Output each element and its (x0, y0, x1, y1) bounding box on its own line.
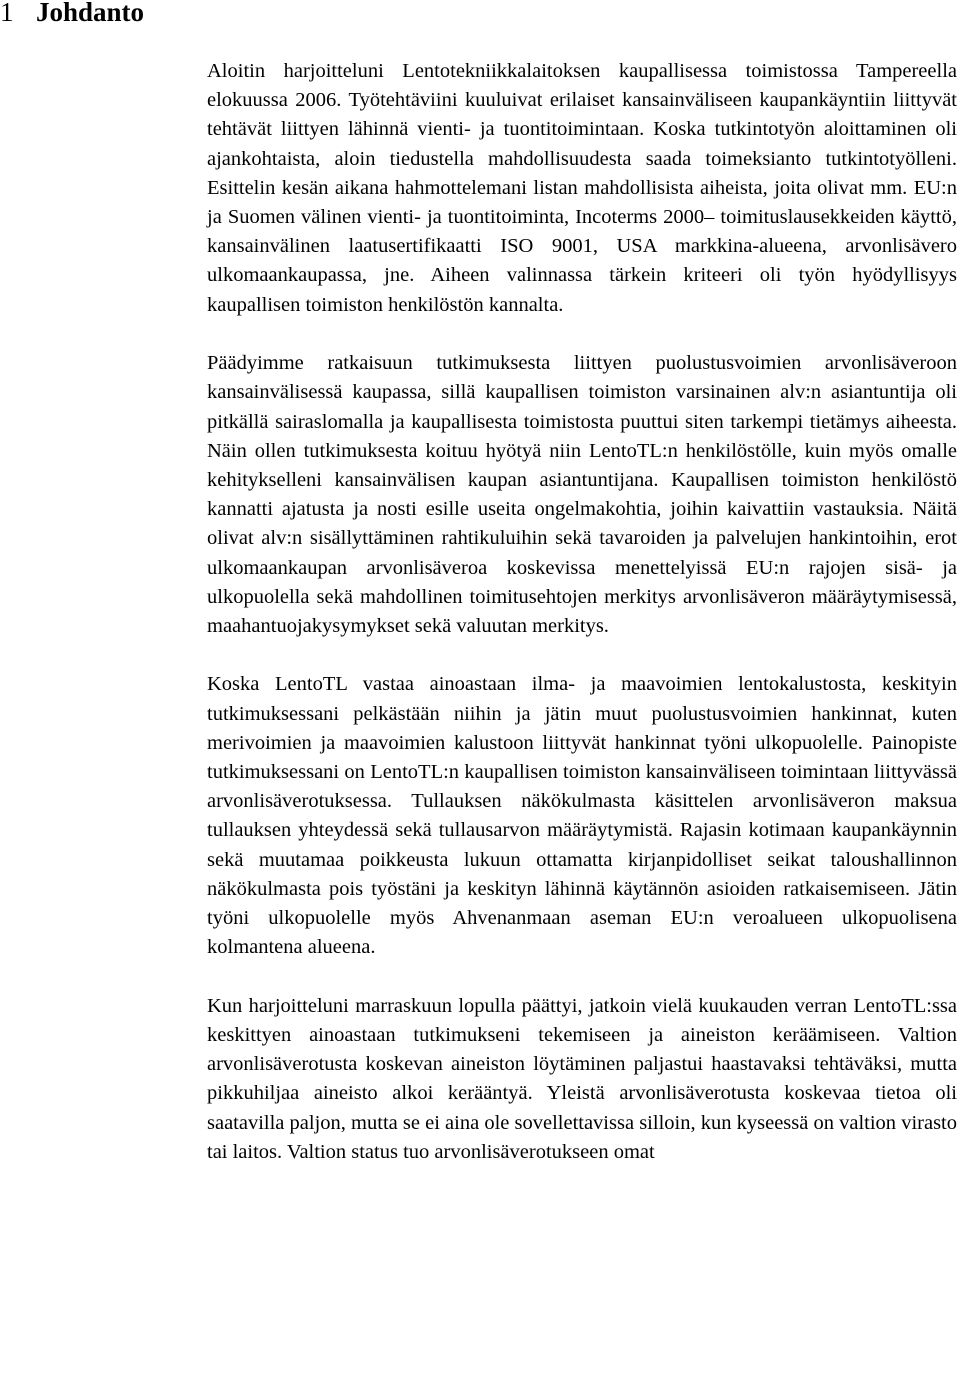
chapter-body (207, 57, 957, 1167)
paragraph-4: Kun harjoitteluni marraskuun lopulla päättyi, jatkoin vielä kuukauden verran LentoTL:ssa keskittyen ainoastaan tutkimukseni tekemiseen ja aineiston keräämiseen. Valtion arvonlisäverotusta koskevan aineiston löytäminen paljastui haastavaksi tehtäväksi, mutta pikkuhiljaa aineisto alkoi kerääntyä. Yleistä arvonlisäverotusta koskevaa tietoa oli saatavilla paljon, mutta se ei aina ole sovellettavissa silloin, kun kyseessä on valtion virasto tai laitos. Valtion status tuo arvonlisäverotukseen omat (207, 994, 957, 1163)
paragraph-2: Päädyimme ratkaisuun tutkimuksesta liittyen puolustusvoimien arvonlisäveroon kansainvälisessä kaupassa, sillä kaupallisen toimiston varsinainen alv:n asiantuntija oli pitkällä sairaslomalla ja kaupallisesta toimistosta puuttui siten tarkempi tietämys aiheesta. Näin ollen tutkimuksesta koituu hyötyä niin LentoTL:n henkilöstölle, kuin myös omalle kehitykselleni kansainvälisen kaupan asiantuntijana. Kaupallisen toimiston henkilöstö kannatti ajatusta ja nosti esille useita ongelmakohtia, joihin kaivattiin vastauksia. Näitä olivat alv:n sisällyttäminen rahtikuluihin sekä tavaroiden ja palvelujen hankintoihin, erot ulkomaankaupan arvonlisäveroa koskevissa menettelyissä EU:n rajojen sisä- ja ulkopuolella sekä mahdollinen toimitusehtojen merkitys arvonlisäveron määräytymisessä, maahantuojakysymykset sekä valuutan merkitys. (207, 352, 957, 637)
chapter-heading (0, 0, 144, 30)
paragraph-1: Aloitin harjoitteluni Lentotekniikkalaitoksen kaupallisessa toimistossa Tampereella elokuussa 2006. Työtehtäviini kuuluivat erilaiset kansainväliseen kaupankäyntiin liittyvät tehtävät liittyen lähinnä vienti- ja tuontitoimintaan. Koska tutkintotyön aloittaminen oli ajankohtaista, aloin tiedustella mahdollisuudesta saada toimeksianto tutkintotyölleni. Esittelin kesän aikana hahmottelemani listan mahdollisista aiheista, joita olivat mm. EU:n ja Suomen välinen vienti- ja tuontitoiminta, Incoterms 2000– toimituslausekkeiden käyttö, kansainvälinen laatusertifikaatti ISO 9001, USA markkina-alueena, arvonlisävero ulkomaankaupassa, jne. Aiheen valinnassa tärkein kriteeri oli työn hyödyllisyys kaupallisen toimiston henkilöstön kannalta. (207, 60, 957, 316)
chapter-title: Johdanto (36, 0, 145, 27)
paragraph-3: Koska LentoTL vastaa ainoastaan ilma- ja maavoimien lentokalustosta, keskityin tutkimuksessani pelkästään niihin ja jätin muut puolustusvoimien hankinnat, kuten merivoimien ja maavoimien kalustoon liittyvät hankinnat työni ulkopuolelle. Painopiste tutkimuksessani on LentoTL:n kaupallisen toimiston kansainväliseen toimintaan liittyvässä arvonlisäverotuksessa. Tullauksen näkökulmasta käsittelen arvonlisäveron maksua tullauksen yhteydessä sekä tullausarvon määräytymistä. Rajasin kotimaan kaupankäynnin sekä muutamaa poikkeusta lukuun ottamatta kirjanpidolliset seikat taloushallinnon näkökulmasta pois työstäni ja keskityn lähinnä käytännön asioiden ratkaisemiseen. Jätin työni ulkopuolelle myös Ahvenanmaan aseman EU:n veroalueen ulkopuolisena kolmantena alueena. (207, 673, 957, 959)
chapter-number: 1 (0, 0, 14, 27)
